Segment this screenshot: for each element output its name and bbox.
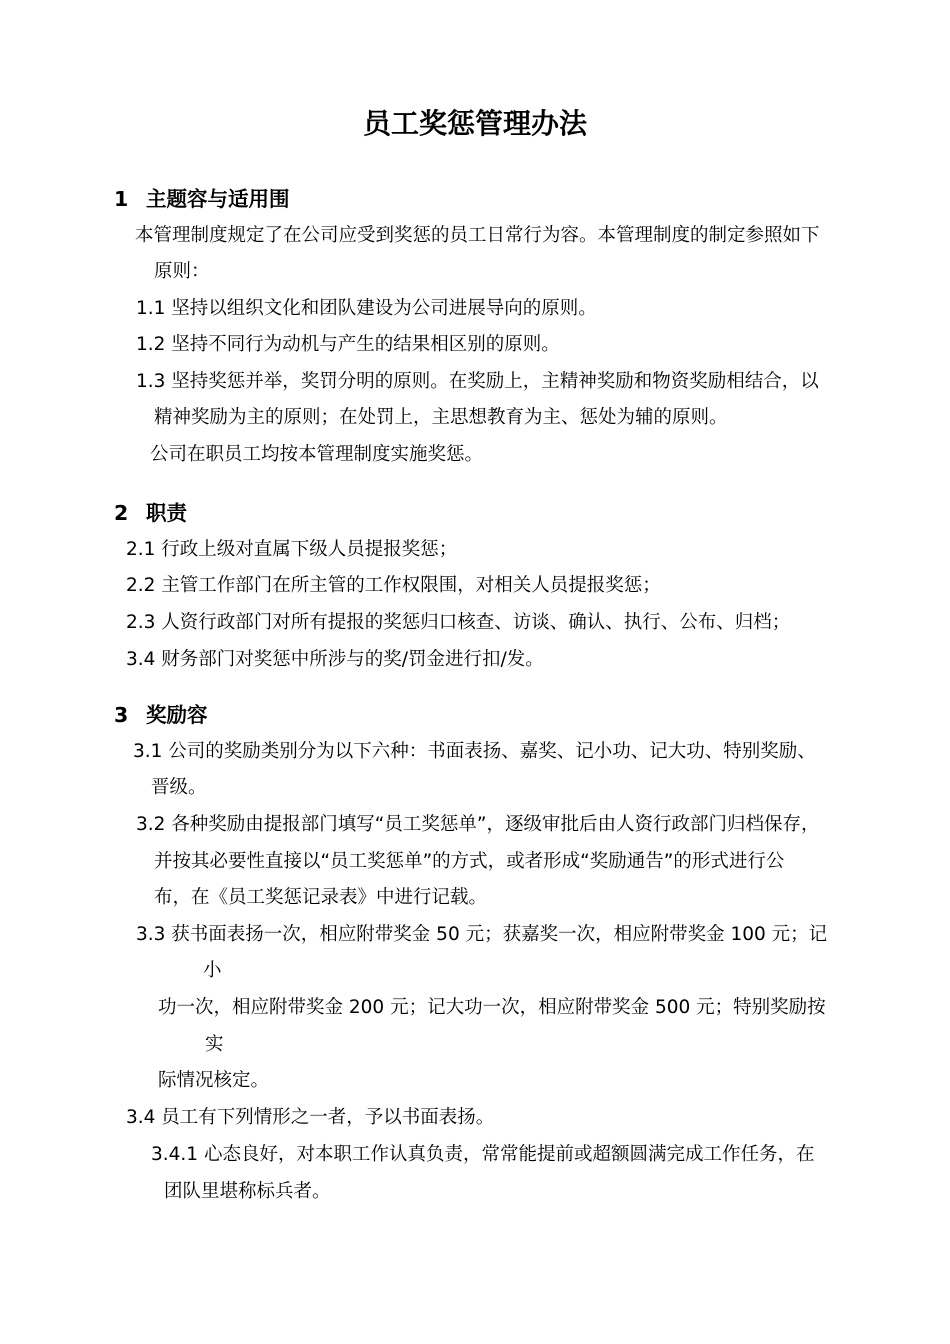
clause-3-2: 3.2 各种奖励由提报部门填写“员工奖惩单”，逐级审批后由人资行政部门归档保存， (136, 814, 820, 835)
paragraph-line: 团队里堪称标兵者。 (164, 1181, 331, 1202)
paragraph-line: 小 (203, 960, 222, 981)
section-number: 3 (114, 703, 129, 727)
section-heading-2 (114, 499, 187, 527)
clause-3-4-1: 3.4.1 心态良好，对本职工作认真负责，常常能提前或超额圆满完成工作任务，在 (151, 1144, 815, 1165)
section-title: 奖励容 (146, 703, 208, 727)
paragraph-line: 际情况核定。 (158, 1070, 270, 1091)
section-heading-3 (114, 701, 208, 729)
paragraph-line: 布，在《员工奖惩记录表》中进行记载。 (154, 887, 488, 908)
paragraph-line: 公司在职员工均按本管理制度实施奖惩。 (150, 444, 484, 465)
clause-1-3: 1.3 坚持奖惩并举，奖罚分明的原则。在奖励上，主精神奖励和物资奖励相结合，以 (136, 371, 819, 392)
clause-3-1: 3.1 公司的奖励类别分为以下六种：书面表扬、嘉奖、记小功、记大功、特别奖励、 (133, 741, 816, 762)
paragraph-line: 原则： (154, 261, 210, 282)
paragraph-line: 实 (205, 1034, 224, 1055)
section-number: 1 (114, 187, 129, 211)
clause-1-1: 1.1 坚持以组织文化和团队建设为公司进展导向的原则。 (136, 298, 597, 319)
section-heading-1 (114, 185, 290, 213)
paragraph-line: 精神奖励为主的原则；在处罚上，主思想教育为主、惩处为辅的原则。 (154, 407, 728, 428)
clause-3-3: 3.3 获书面表扬一次，相应附带奖金 50 元；获嘉奖一次，相应附带奖金 100 元；记 (136, 924, 828, 945)
paragraph-line: 功一次，相应附带奖金 200 元；记大功一次，相应附带奖金 500 元；特别奖励按 (158, 997, 826, 1018)
section-number: 2 (114, 501, 129, 525)
clause-2-1: 2.1 行政上级对直属下级人员提报奖惩； (126, 539, 458, 560)
clause-2-4: 3.4 财务部门对奖惩中所涉与的奖/罚金进行扣/发。 (126, 649, 544, 670)
clause-2-3: 2.3 人资行政部门对所有提报的奖惩归口核查、访谈、确认、执行、公布、归档； (126, 612, 791, 633)
paragraph-line: 本管理制度规定了在公司应受到奖惩的员工日常行为容。本管理制度的制定参照如下 (135, 225, 820, 246)
page-title: 员工奖惩管理办法 (362, 107, 587, 140)
clause-3-4: 3.4 员工有下列情形之一者，予以书面表扬。 (126, 1107, 495, 1128)
clause-2-2: 2.2 主管工作部门在所主管的工作权限围，对相关人员提报奖惩； (126, 575, 661, 596)
paragraph-line: 晋级。 (151, 777, 207, 798)
section-title: 职责 (146, 501, 187, 525)
section-title: 主题容与适用围 (146, 187, 290, 211)
paragraph-line: 并按其必要性直接以“员工奖惩单”的方式，或者形成“奖励通告”的形式进行公 (154, 851, 785, 872)
clause-1-2: 1.2 坚持不同行为动机与产生的结果相区别的原则。 (136, 334, 560, 355)
